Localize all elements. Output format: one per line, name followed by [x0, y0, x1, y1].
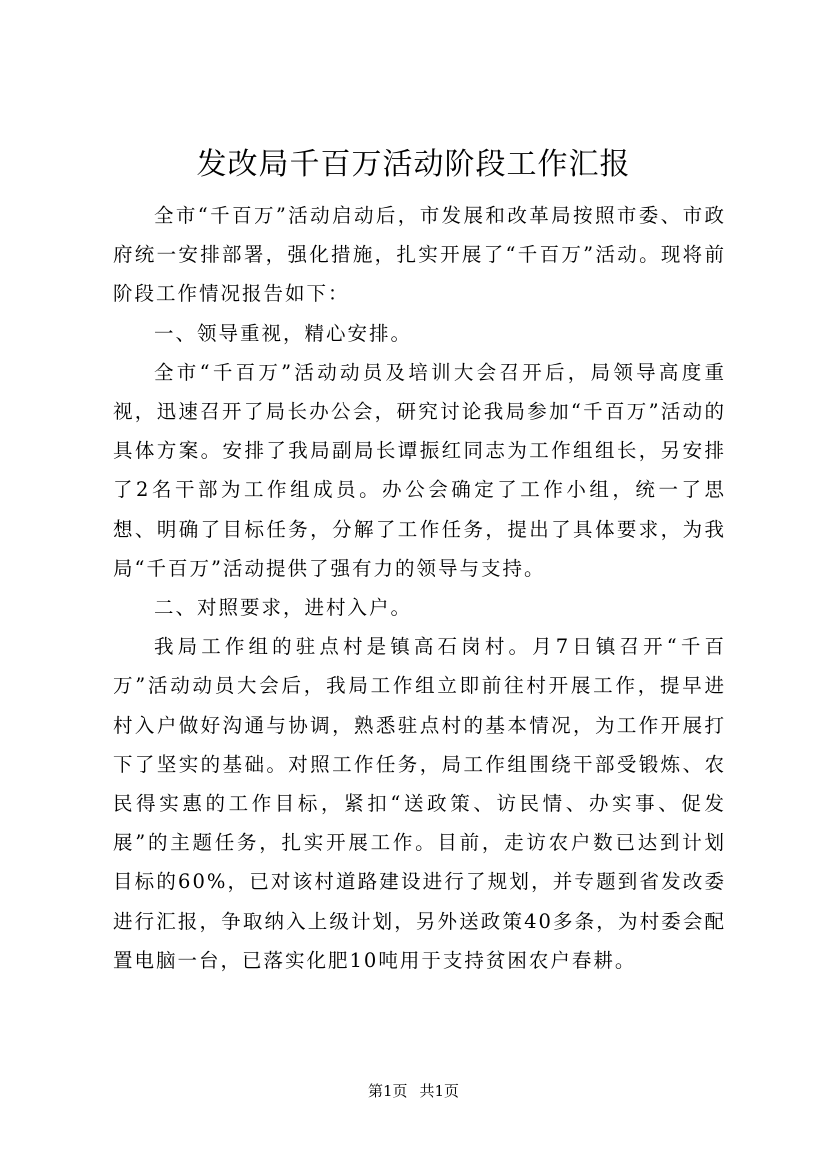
section-heading-2: 二、对照要求，进村入户。: [154, 596, 413, 620]
page-total: 共1页: [419, 1082, 460, 1100]
section-1-paragraph: 全市“千百万”活动动员及培训大会召开后，局领导高度重视，迅速召开了局长办公会，研究讨论我局参加“千百万”活动的具体方案。安排了我局副局长谭振红同志为工作组组长，另安排了2名干部为工作组成员。办公会确定了工作小组，统一了思想、明确了目标任务，分解了工作任务，提出了具体要求，为我局“千百万”活动提供了强有力的领导与支持。: [113, 360, 726, 580]
intro-paragraph: 全市“千百万”活动启动后，市发展和改革局按照市委、市政府统一安排部署，强化措施，扎实开展了“千百万”活动。现将前阶段工作情况报告如下：: [113, 204, 726, 306]
document-title: 发改局千百万活动阶段工作汇报: [196, 147, 631, 182]
section-heading-1: 一、领导重视，精心安排。: [154, 321, 413, 345]
section-2-paragraph: 我局工作组的驻点村是镇高石岗村。月7日镇召开“千百万”活动动员大会后，我局工作组立即前往村开展工作，提早进村入户做好沟通与协调，熟悉驻点村的基本情况，为工作开展打下了坚实的基础。对照工作任务，局工作组围绕干部受锻炼、农民得实惠的工作目标，紧扣“送政策、访民情、办实事、促发展”的主题任务，扎实开展工作。目前，走访农户数已达到计划目标的60%，已对该村道路建设进行了规划，并专题到省发改委进行汇报，争取纳入上级计划，另外送政策40多条，为村委会配置电脑一台，已落实化肥10吨用于支持贫困农户春耕。: [113, 635, 726, 972]
page-number: 第1页: [367, 1082, 408, 1100]
document-body: [113, 196, 726, 980]
page-footer: [0, 1081, 827, 1101]
